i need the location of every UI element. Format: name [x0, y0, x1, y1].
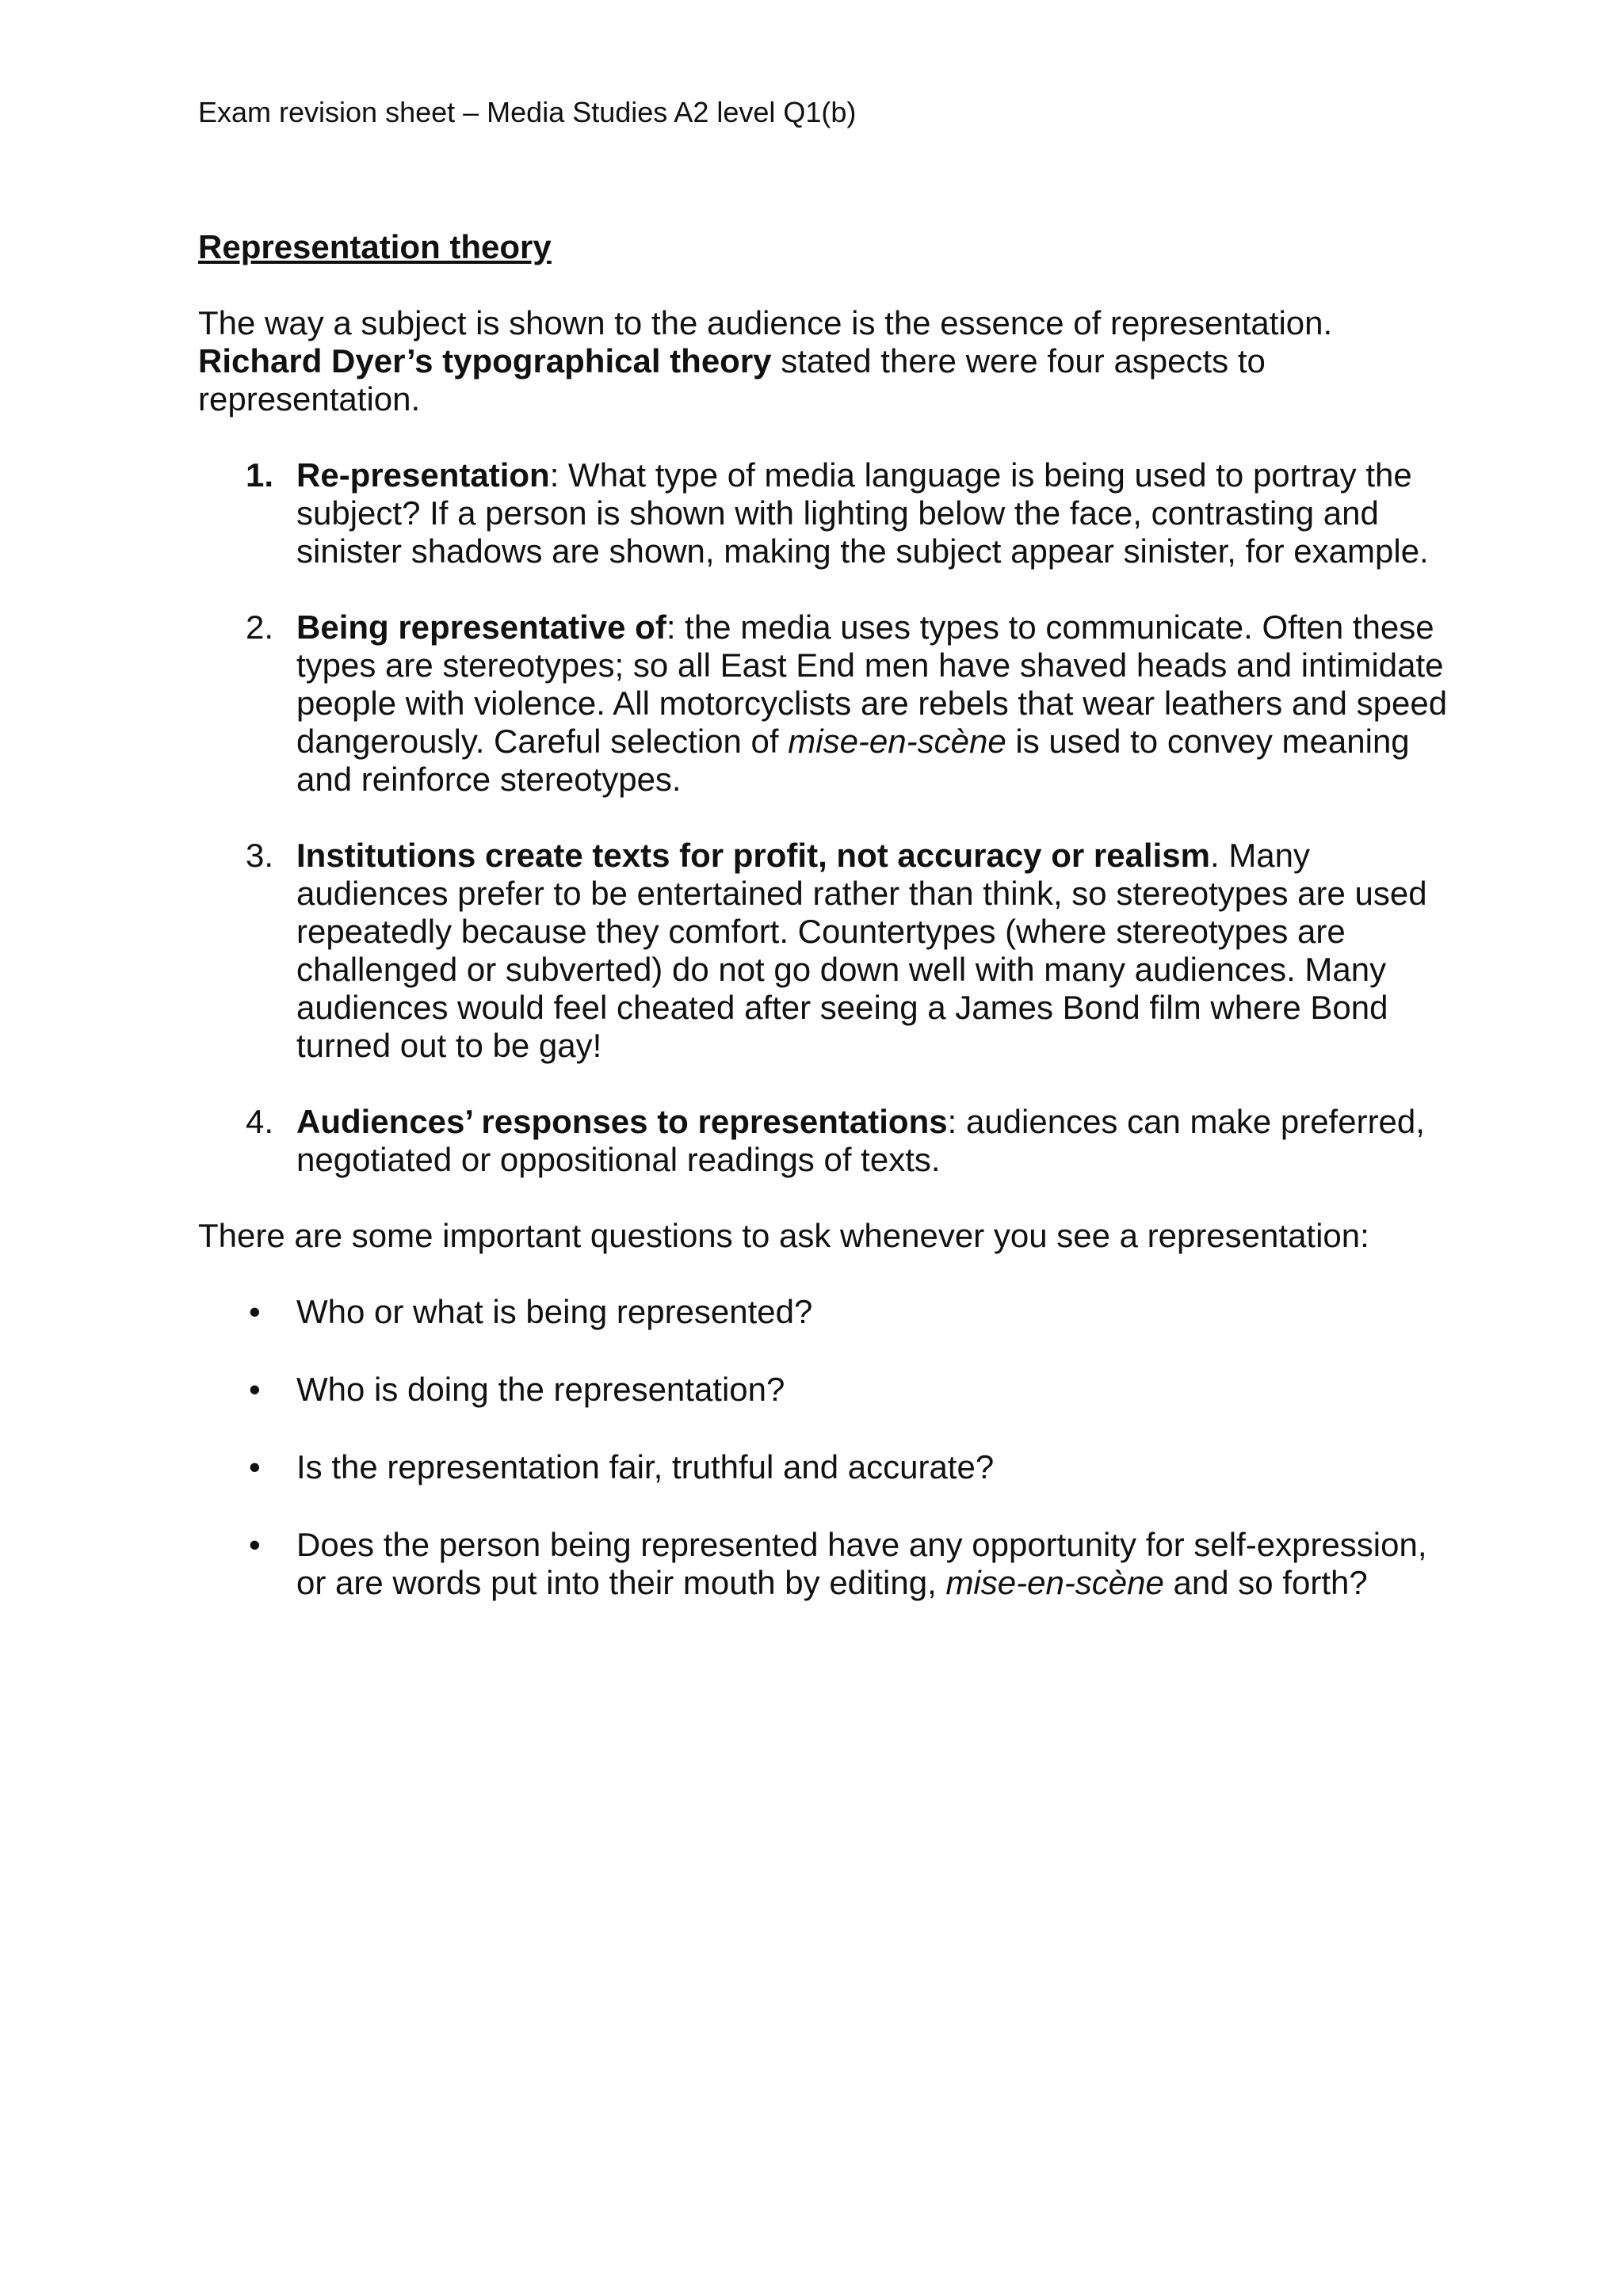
- aspect-heading: Re-presentation: [296, 456, 550, 494]
- aspect-text: dangerously. Careful selection of: [296, 723, 789, 760]
- question-text: Does the person being represented have any opportunity for self-expression,: [296, 1526, 1427, 1563]
- aspect-item-4: [198, 1103, 1450, 1179]
- aspect-item-1: [198, 456, 1450, 570]
- aspect-text: subject? If a person is shown with lighting below the face, contrasting and: [296, 494, 1379, 532]
- aspect-text: sinister shadows are shown, making the subject appear sinister, for example.: [296, 532, 1429, 570]
- intro-line-2-rest: stated there were four aspects to: [771, 342, 1266, 379]
- intro-paragraph: [198, 304, 1450, 418]
- dyer-theory-name: Richard Dyer’s typographical theory: [198, 342, 772, 379]
- bullet-icon: •: [249, 1293, 261, 1330]
- aspect-number: 4.: [246, 1103, 274, 1140]
- bullet-icon: •: [249, 1526, 261, 1563]
- aspect-text: audiences prefer to be entertained rather than think, so stereotypes are used: [296, 875, 1427, 912]
- aspect-text: : audiences can make preferred,: [947, 1103, 1425, 1140]
- bullet-icon: •: [249, 1371, 261, 1408]
- question-text: Who is doing the representation?: [296, 1371, 785, 1408]
- question-text: or are words put into their mouth by editing,: [296, 1564, 946, 1601]
- aspect-number: 3.: [246, 837, 274, 874]
- aspect-text: : the media uses types to communicate. Often these: [666, 608, 1434, 646]
- aspect-text: people with violence. All motorcyclists are rebels that wear leathers and speed: [296, 685, 1448, 722]
- question-item: [198, 1526, 1450, 1602]
- aspect-text: . Many: [1209, 837, 1311, 874]
- aspect-heading: Being representative of: [296, 608, 666, 646]
- question-item: [198, 1293, 1450, 1331]
- question-item: [198, 1448, 1450, 1486]
- aspect-text: types are stereotypes; so all East End men have shaved heads and intimidate: [296, 646, 1444, 684]
- questions-intro: There are some important questions to ask whenever you see a representation:: [198, 1217, 1369, 1254]
- aspect-heading: Institutions create texts for profit, not accuracy or realism: [296, 837, 1210, 874]
- document-body: [198, 228, 1450, 1642]
- aspect-text: and reinforce stereotypes.: [296, 761, 682, 798]
- page-header: Exam revision sheet – Media Studies A2 level Q1(b): [198, 96, 857, 128]
- mise-en-scene-term: mise-en-scène: [788, 723, 1006, 760]
- aspect-text: repeatedly because they comfort. Countertypes (where stereotypes are: [296, 913, 1346, 950]
- section-title: Representation theory: [198, 228, 552, 265]
- aspect-number: 2.: [246, 608, 274, 646]
- intro-line-1: The way a subject is shown to the audience is the essence of representation.: [198, 304, 1333, 341]
- aspect-item-3: [198, 837, 1450, 1065]
- aspect-text: audiences would feel cheated after seeing a James Bond film where Bond: [296, 989, 1388, 1026]
- mise-en-scene-term: mise-en-scène: [945, 1564, 1164, 1601]
- aspect-heading: Audiences’ responses to representations: [296, 1103, 948, 1140]
- aspect-text: is used to convey meaning: [1006, 723, 1410, 760]
- intro-line-2: [198, 342, 1450, 380]
- aspects-list: [198, 456, 1450, 1179]
- aspect-text: turned out to be gay!: [296, 1027, 602, 1064]
- aspect-text: : What type of media language is being used to portray the: [549, 456, 1412, 494]
- intro-line-3: representation.: [198, 380, 421, 418]
- aspect-text: negotiated or oppositional readings of texts.: [296, 1141, 941, 1178]
- aspect-number: 1.: [246, 456, 274, 494]
- bullet-icon: •: [249, 1448, 261, 1486]
- questions-list: [198, 1293, 1450, 1602]
- aspect-text: challenged or subverted) do not go down well with many audiences. Many: [296, 951, 1387, 988]
- question-text: and so forth?: [1163, 1564, 1368, 1601]
- question-text: Is the representation fair, truthful and accurate?: [296, 1448, 995, 1486]
- question-item: [198, 1371, 1450, 1409]
- aspect-item-2: [198, 608, 1450, 799]
- question-text: Who or what is being represented?: [296, 1293, 813, 1330]
